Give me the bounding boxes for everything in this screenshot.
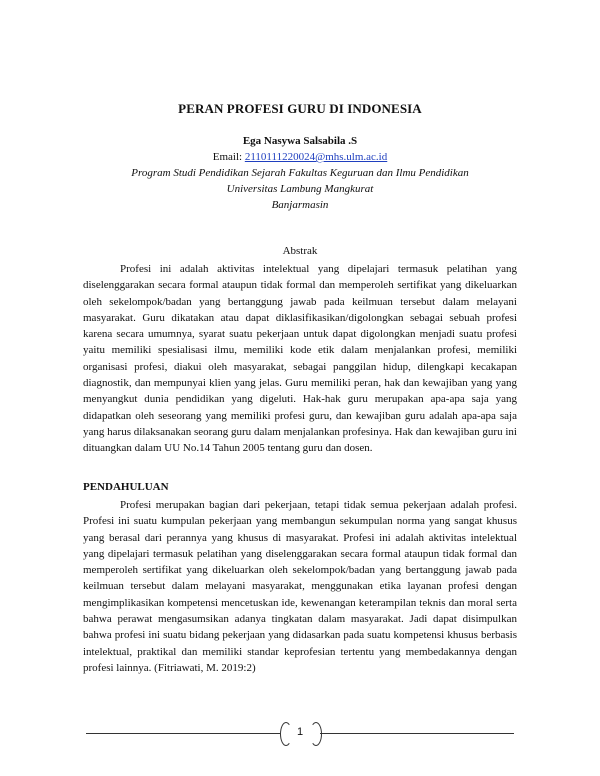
affiliation-program: Program Studi Pendidikan Sejarah Fakultas Keguruan dan Ilmu Pendidikan	[131, 167, 469, 179]
section-heading-pendahuluan: PENDAHULUAN	[83, 481, 169, 493]
email-link[interactable]: 2110111220024@mhs.ulm.ac.id	[244, 151, 388, 163]
page-number: 1	[296, 726, 304, 738]
footer-rule-left	[86, 733, 280, 734]
affiliation-city: Banjarmasin	[271, 199, 329, 211]
paper-title: PERAN PROFESI GURU DI INDONESIA	[178, 101, 422, 116]
author-name: Ega Nasywa Salsabila .S	[242, 135, 358, 147]
footer-rule-right	[320, 733, 514, 734]
abstract-heading: Abstrak	[282, 245, 318, 257]
author-email-line	[0, 151, 600, 163]
email-label: Email:	[212, 151, 245, 163]
abstract-paragraph: Profesi ini adalah aktivitas intelektual yang dipelajari termasuk pelatihan yang diselenggarakan secara formal ataupun tidak formal dan memperoleh sertifikat yang dikeluarkan oleh sekelompok/badan yang bertanggung jawab pada keilmuan tersebut dalam melayani masyarakat. Guru dikatakan atau dapat diklasifikasikan/digolongkan sebagai sebuah profesi karena secara umumnya, syarat suatu pekerjaan untuk dapat digolongkan menjadi suatu profesi yaitu memiliki spesialisasi ilmu, memiliki kode etik dalam menjalankan profesi, memiliki organisasi profesi, diakui oleh masyarakat, sebagai panggilan hidup, dilengkapi kecakapan diagnostik, dan mempunyai klien yang jelas. Guru memiliki peran, hak dan kewajiban yang yang menyangkut dunia pendidikan yang digeluti. Hak-hak guru merupakan apa-apa saja yang didapatkan oleh seseorang yang memiliki profesi guru, dan kewajiban guru adalah apa-apa saja yang harus dilaksanakan seorang guru dalam menjalankan profesinya. Hak dan kewajiban guru ini dituangkan dalam UU No.14 Tahun 2005 tentang guru dan dosen.	[83, 263, 517, 455]
affiliation-university: Universitas Lambung Mangkurat	[226, 183, 374, 195]
intro-paragraph: Profesi merupakan bagian dari pekerjaan, tetapi tidak semua pekerjaan adalah profesi. Profesi ini suatu kumpulan pekerjaan yang membangun sekumpulan norma yang sangat khusus yang berasal dari perannya yang khusus di masyarakat. Profesi ini adalah aktivitas intelektual yang dipelajari termasuk pelatihan yang diselenggarakan secara formal ataupun tidak formal dan memperoleh sertifikat yang dikeluarkan oleh sekelompok/badan yang bertanggung jawab pada keilmuan tersebut dalam melayani masyarakat, menggunakan etika layanan profesi dengan mengimplikasikan kompetensi mencetuskan ide, kewenangan keterampilan teknis dan moral serta bahwa perawat mengasumsikan adanya tingkatan dalam masyarakat. Jadi dapat disimpulkan bahwa profesi ini suatu bidang pekerjaan yang didasarkan pada suatu kompetensi khusus berbasis intelektual, praktikal dan memiliki standar keprofesian tertentu yang membedakannya dengan profesi lainnya. (Fitriawati, M. 2019:2)	[83, 499, 517, 674]
page-number-bracket-right	[310, 722, 322, 746]
